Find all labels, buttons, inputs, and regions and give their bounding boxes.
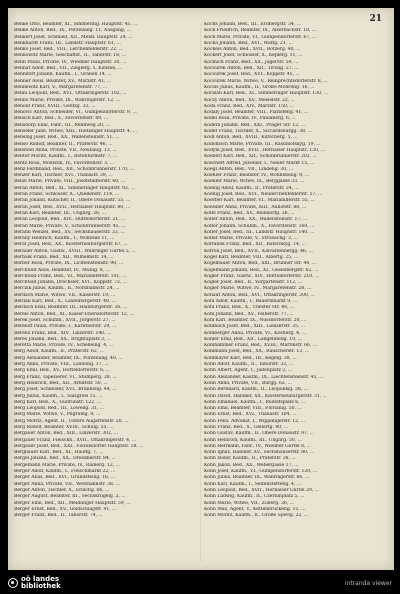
directory-entry: Kodel Rosa, Private, IV., Paulanerg. 6, ...	[204, 116, 296, 122]
logo-line-2: bibliothek	[21, 582, 61, 590]
directory-entry: Berg Franz, Tapezierer, VI., Stumperg. 28, ...	[14, 374, 117, 380]
directory-entry: Berenz Franz, Bed., XIV., Linzerstr. 140, ...	[14, 330, 112, 336]
directory-entry: Kogelmann Johann, Bed., XI., Geiselbergstr. 62, ...	[204, 267, 319, 273]
directory-entry: Benzer Karl, Tischler, XVI., Thaliastr. 39, ...	[14, 173, 113, 179]
directory-entry: Beretta Marie, Private, IV., Schelleing. 4, ...	[14, 343, 114, 349]
directory-entry: Kohn Ludwig, Kaufm., II., Czerninplatz 5, ...	[204, 494, 305, 500]
directory-entry: Benz Ferdinand, Bed., XII., Schönbrunnerstr. 170, ...	[14, 166, 134, 172]
directory-entry: Berchtold Johann, Drechsler, XVI., Koppstr. 72, ...	[14, 280, 127, 286]
directory-entry: Kohn Heinrich, Kaufm., III., Ungarg. 50, ...	[204, 437, 302, 443]
directory-entry: Kohl Franz, Bed., X., Triester Str. 48, ...	[204, 305, 295, 311]
directory-entry: Kofler Marie, Private, V., Strobachg. 3, ...	[204, 236, 298, 242]
directory-entry: Bensch Karl, Bed., X., Favoritenstr. 88, ...	[14, 116, 109, 122]
directory-entry: Berg Josef, Schneider, XVI., Brunneng. 44, ...	[14, 387, 117, 393]
directory-entry: Kocourek Marie, Witwe, V., Reinprechtsdorferstr. 8, ...	[204, 78, 328, 84]
directory-entry: Kochs Johann, Bed., III., Erdbergstr. 34, ...	[204, 22, 301, 27]
directory-entry: Kodolitsch Marie, Private, III., Rasumofskyg. 19, ...	[204, 141, 321, 147]
directory-entry: Beran Johann, Kutscher, II., Obere Donaustr. 55, ...	[14, 198, 131, 204]
directory-entry: Koeberl Karl, Bed., XII., Schönbrunnerstr. 202, ...	[204, 154, 317, 160]
directory-entry: Kohn Julius, Beamter, IX., Währingerstr. 66, ...	[204, 475, 310, 481]
directory-entry: Kofler Johann, Schuhm., X., Favoritenstr. 160, ...	[204, 223, 315, 229]
right-column	[204, 22, 386, 566]
directory-entry: Kohl Johann, Bed., XV., Felberstr. 77, ...	[204, 311, 294, 317]
directory-entry: Koehler Franz, Beamter, IV., Wohllebeng. 9, ...	[204, 173, 310, 179]
directory-entry: Kocka Johann, Bed., XVI., Wattg. 21, ...	[204, 40, 293, 46]
directory-entry: Kohlberger Anna, Private, VI., Köstlerg. 4, ...	[204, 330, 307, 336]
directory-entry: Bergauer Josef, Bed., XXI., Floridsdorfer Hauptstr. 18, ...	[14, 443, 144, 449]
column-gutter	[200, 22, 201, 562]
directory-entry: Kofron Josef, Bed., XVII., Kalvarienbergg. 46, ...	[204, 248, 313, 254]
directory-entry: Kohlhammer Franz, Bed., XVIII., Martinstr. 66, ...	[204, 343, 317, 349]
library-logo[interactable]	[8, 576, 61, 591]
directory-entry: Berg Marie, Witwe, V., Pilgramg. 9, ...	[14, 412, 101, 418]
directory-entry: Bergauer Franz, Fleischh., XVII., Ottakringerstr. 4, ...	[14, 437, 137, 443]
directory-entry: Kohlmann Josef, Bed., XX., Rauscherstr. 13, ...	[204, 349, 310, 355]
directory-entry: Kohn Ignaz, Händler, XV., Sechshauserstr. 80, ...	[204, 450, 315, 456]
directory-entry: Benke Anton, Bed., IX., Porzellang. 11, Ausgang, ...	[14, 28, 131, 34]
directory-entry: Berany Heinrich, Kaufm., I., Wollzeile 11, ...	[14, 236, 115, 242]
directory-entry: Kohl Karl, Beamter, IX., Nussdorferstr. 20, ...	[204, 317, 307, 323]
directory-entry: Kocmich Franz, Bed., XX., Jägerstr. 59, ...	[204, 59, 299, 65]
directory-entry: Benseler Julie, Witwe, XIII., Hietzinger Hauptstr. 4, ...	[14, 129, 137, 135]
directory-entry: Kogelbauer Anton, Bed., XXI., Brünner Str. 44, ...	[204, 261, 317, 267]
directory-entry: Berauer Anton, Gastw., XVIII., Währinger Gürtel 5, ...	[14, 248, 136, 254]
directory-entry: Kodym Josef, Bed., XVII., Hernalser Hauptstr. 120, ...	[204, 147, 326, 153]
directory-entry: Berek Josef, Schuhm., XVII., Jörgerstr. 27, ...	[14, 317, 116, 323]
directory-entry: Berger Adolf, Kaufm., I., Fleischmarkt 22, ...	[14, 469, 116, 475]
directory-entry: Kodet Franz, Tischler, X., Siccardsburgg. 38, ...	[204, 129, 312, 135]
directory-entry: Koegl Anton, Bed., VII., Lindeng. 30, ...	[204, 166, 294, 172]
directory-entry: Kockert Josef, Schlosser, X., Keplerg. 11, ...	[204, 53, 303, 59]
library-logo-icon	[8, 578, 18, 588]
directory-entry: Kohn Bernhard, Kaufm., II., Leopoldsg. 28, ...	[204, 387, 308, 393]
directory-entry: Benko Josef, Bed., VIII., Lerchenfelderstr. 22, ...	[14, 47, 124, 53]
directory-entry: Kohlmayer Karl, Bed., III., Kegelg. 38, ...	[204, 355, 297, 361]
directory-entry: Koenig Adolf, Kaufm., II., Praterstr. 24, ...	[204, 185, 299, 191]
directory-entry: Berdach Emil, Beamter, III., Hainburgerstr. 36, ...	[14, 305, 128, 311]
directory-entry: Kohn Leopold, Bed., XVII., Hernalser Gürtel 29, ...	[204, 487, 319, 493]
directory-entry: Benold Franz, XVIII., Gentzg. 33, ...	[14, 103, 96, 109]
directory-entry: Bensdorp Emil, Fabr., III., Rennweg 20, ...	[14, 122, 110, 128]
directory-entry: Beres Johann, Bed., XX., Brigittaplatz 3, ...	[14, 336, 112, 342]
directory-entry: Beran Franz, Schlosser, X., Quellenstr. 114, ...	[14, 192, 120, 198]
library-logo-text	[21, 576, 61, 591]
directory-entry: Koczian Karl, Bed., XI., Simmeringer Hauptstr. 130, ...	[204, 91, 328, 97]
directory-entry: Benndorf Johann, Kaufm., I., Graben 14, ...	[14, 72, 112, 78]
directory-entry: Kohn Karl, Kaufm., I., Seitenstetteng. 4, ...	[204, 481, 301, 487]
directory-entry: Kocourek Josef, Bed., XVI., Koppstr. 45, ...	[204, 72, 300, 78]
directory-entry: Kohl Adolf, Kaufm., I., Bauernmarkt 9, ...	[204, 299, 298, 305]
directory-entry: Berendt Paula, Private, I., Kärntnerstr. 29, ...	[14, 324, 117, 330]
directory-entry: Kocsis Julius, Kaufm., II., Große Mohreng. 16, ...	[204, 84, 315, 90]
directory-entry: Berber Rosa, Private, IX., Lichtensteinstr. 90, ...	[14, 261, 124, 267]
directory-entry: Benkhardt Franz, III., Landstr. Hauptstr. 61, ...	[14, 40, 121, 46]
directory-entry: Berann Wenzel, Bed., XV., Sechshauserstr. 33, ...	[14, 229, 125, 235]
scanned-page	[8, 8, 394, 570]
directory-entry: Kohn Moritz, Kaufm., II., Große Sperlg. 22, ...	[204, 513, 309, 519]
directory-entry: Koda Franz, Bed., XIV., Märzstr. 150, ...	[204, 103, 294, 109]
directory-entry: Berg Moritz, Agent, II., Untere Augartenstr. 20, ...	[14, 418, 129, 424]
directory-entry: Beran Marie, Private, V., Schönbrunnerstr. 45, ...	[14, 223, 126, 229]
directory-entry: Kodaly Josef, Beamter, VIII., Piaristeng. 41, ...	[204, 110, 309, 116]
directory-entry: Berczik Julius, Kaufm., II., Nordbahnstr. 24, ...	[14, 286, 120, 292]
viewer-footer	[0, 572, 400, 594]
directory-entry: Kohn Anna, Private, VII., Burgg. 62, ...	[204, 380, 292, 386]
left-column	[14, 22, 196, 566]
directory-entry: Berg Anna, Private, VIII., Laudong. 17, ...	[14, 362, 109, 368]
directory-entry: Bergauer Anton, Bed., XIII., Linzerstr. 302, ...	[14, 431, 118, 437]
directory-entry: Berat Josef, Bed., XX., Klosterneuburgerstr. 67, ...	[14, 242, 128, 248]
directory-entry: Benter Moritz, Kaufm., I., Rotenturmstr. 7, ...	[14, 154, 118, 160]
directory-entry: Benno Marie, Private, IX., Währingerstr. 12, ...	[14, 97, 121, 103]
directory-entry: Berchtold Franz, Bed., VI., Mariahilferstr. 101, ...	[14, 273, 127, 279]
directory-entry: Bergemann Marie, Private, IV., Rainerg. 12, ...	[14, 462, 120, 468]
directory-entry: Beran Anton, Bed., XI., Simmeringer Hauptstr. 92, ...	[14, 185, 135, 191]
directory-entry: Beran Josef, Bed., XVII., Hernalser Hauptstr. 80, ...	[14, 204, 131, 210]
directory-entry: Benke Otto, Beamter, XI., Simmering. Hauptstr. 45, ...	[14, 22, 138, 27]
directory-entry: Kogler Franz, Gastw., XIV., Hütteldorferstr. 210, ...	[204, 273, 320, 279]
directory-entry: Berg Emil, Bed., XV., Hütteldorferstr. 6, ...	[14, 368, 110, 374]
directory-entry: Berg Karl, Bed., X., Gudrunstr. 122, ...	[14, 399, 102, 405]
directory-entry: Kohn David, Händler, XX., Klosterneuburgerstr. 31, ...	[204, 393, 327, 399]
directory-entry: Benzl Marie, Private, VIII., Josefstädterstr. 60, ...	[14, 179, 126, 185]
directory-entry: Kockeis Anton, Bed., XVII., Rötzerg. 40, ...	[204, 47, 301, 53]
directory-entry: Benkert Josef, Schmied, XII., Meidl. Hauptstr. 24, ...	[14, 34, 133, 40]
directory-entry: Bereis Anton, Bed., XI., Kaiser-Ebersdorferstr. 12, ...	[14, 311, 134, 317]
directory-entry: Kohn Jakob, Bed., XX., Webergasse 17, ...	[204, 462, 299, 468]
directory-entry: Kohn Ernst, Bed., XVI., Thaliastr. 104, ...	[204, 412, 297, 418]
directory-entry: Kohn Josef, Kaufm., VI., Gumpendorferstr. 120, ...	[204, 469, 318, 475]
directory-entry: Kock Friedrich, Beamter, IX., Alserbachstr. 18, ...	[204, 28, 317, 34]
directory-entry: Benso Rudolf, Beamter, II., Praterstr. 46, ...	[14, 141, 113, 147]
directory-entry: Benn Paula, Private, IV., Wiedner Hauptstr. 30, ...	[14, 59, 127, 65]
directory-entry: Kohn Franz, Bed., X., Gellertg. 40, ...	[204, 425, 289, 430]
directory-entry: Berger Anna, Private, VII., Westbahnstr. 38, ...	[14, 481, 120, 487]
directory-entry: Kohn Max, Agent, V., Kettenbrückeng. 15, ...	[204, 506, 306, 512]
directory-entry: Bennat Adolf, Bed., VII., Zieglerg. 5, Kanzlei, ...	[14, 66, 123, 72]
directory-entry: Koehler Marie, Witwe, IX., Berggasse 33, ...	[204, 179, 305, 185]
directory-entry: Berg Julius, Kaufm., I., Salzgries 15, ...	[14, 393, 103, 399]
directory-entry: Kohn Felix, Advokat, I., Wipplingerstr. 12, ...	[204, 418, 306, 424]
directory-entry: Kohn Emanuel, Kaufm., I., Rudolfsplatz 6, ...	[204, 399, 306, 405]
directory-entry: Benner Alois, Beamter, XV., Märzstr. 41, ...	[14, 78, 112, 84]
directory-entry: Kohn Emil, Beamter, VIII., Florianig. 50, ...	[204, 406, 302, 412]
directory-entry: Kock Marie, Private, VI., Gumpendorferstr. 67, ...	[204, 34, 317, 40]
directory-entry: Berger Franz, Bed., II., Taborstr. 74, ...	[14, 513, 103, 519]
directory-entry: Berdan Karl, Bed., X., Laxenburgerstr. 48, ...	[14, 299, 116, 305]
directory-entry: Berchtold Alois, Beamter, IV., Mühlg. 8, ...	[14, 267, 110, 273]
directory-entry: Berg Heinrich, Bed., XII., Arndtstr. 50, ...	[14, 380, 108, 386]
logo-line-1: oö landes	[21, 574, 60, 583]
directory-entry: Bensing Josef, Bed., XX., Wallensteinstr. 51, ...	[14, 135, 120, 141]
directory-entry: Berg Leopold, Bed., III., Löweng. 31, ...	[14, 406, 104, 412]
directory-entry: Kocourek Anton, Bed., XII., Tivolig. 27, ...	[204, 66, 299, 72]
directory-entry: Koessler Anna, Private, XIII., Auhofstr. 88, ...	[204, 204, 307, 210]
directory-entry: Kofler Anton, Bed., XX., Wallensteinstr. 17, ...	[204, 217, 308, 223]
directory-entry: Berger Ernst, Bed., XV., Goldschlagstr. 91, ...	[14, 506, 117, 512]
directory-entry: Koczy Anton, Bed., XV., Meiselstr. 22, ...	[204, 97, 295, 103]
directory-entry: Kohn Alexander, Kaufm., IX., Liechtensteinstr. 45, ...	[204, 374, 324, 380]
directory-entry: Kohlbach Josef, Bed., XIII., Lainzerstr. 35, ...	[204, 324, 305, 330]
directory-entry: Koerber Karl, Beamter, VI., Mariahilferstr. 55, ...	[204, 198, 315, 204]
directory-entry: Kohn Adolf, Kaufm., II., Taborstr. 32, ...	[204, 362, 294, 368]
directory-entry: Beran Leopold, Bed., XIV., Hütteldorferstr. 21, ...	[14, 217, 126, 223]
directory-entry: Kodera Johann, Bed., XXI., Prager Str. 12, ...	[204, 122, 306, 128]
directory-entry: Benkowitz Marie, Geschäftsf., II., Taborstr. 18, ...	[14, 53, 127, 59]
directory-entry: Bennewitz Karl, V., Margaretenstr. 77, ...	[14, 84, 108, 90]
directory-entry: Berdach Marie, Witwe, VII., Kaiserstr. 19, ...	[14, 292, 116, 298]
directory-entry: Kohn Isidor, Kaufm., II., Praterstr. 38, ...	[204, 456, 296, 462]
directory-entry: Beran Karl, Beamter, III., Ungarg. 26, ...	[14, 210, 107, 216]
directory-entry: Koechert Alfred, Juwelier, I., Neuer Markt 15, ...	[204, 160, 315, 166]
directory-entry: Bergbauer Karl, Bed., XI., Hauffg. 7, ...	[14, 450, 104, 456]
directory-entry: Kohn Albert, Agent, I., Judenplatz 2, ...	[204, 368, 293, 374]
directory-entry: Koenig Josef, Bed., XVI., Neulerchenfelderstr. 57, ...	[204, 192, 323, 198]
directory-entry: Berger Emil, Bed., XII., Meidlinger Hauptstr. 59, ...	[14, 500, 131, 506]
directory-entry: Berbalk Franz, Bed., XII., Wilhelmstr. 14, ...	[14, 254, 114, 260]
directory-entry: Benovic Anton, Schneider, VI., Gumpendorferstr. 9, ...	[14, 110, 137, 116]
directory-entry: Kodl Anton, Bed., XVIII., Kutscherg. 5, ...	[204, 135, 298, 141]
directory-entry: Kofler Josef, Bed., III., Landstr. Hauptstr. 140, ...	[204, 229, 315, 235]
directory-entry: Kohler Emil, Bed., XII., Längenfeldg. 19, ...	[204, 336, 303, 342]
directory-entry: Kofranek Franz, Bed., XII., Ratschkyg. 14, ...	[204, 242, 306, 248]
directory-entry: Bentz Rosa, Modistin, IV., Favoritenstr. 3, ...	[14, 160, 115, 166]
directory-entry: Kohn Hermann, Fabr., IV., Wiedner Gürtel 8, ...	[204, 443, 311, 449]
viewer-name: intranda viewer	[344, 579, 392, 587]
page-number: 21	[369, 14, 382, 24]
directory-entry: Kohaut Anton, Bed., XVI., Ottakringerstr. 200, ...	[204, 292, 315, 298]
directory-entry: Berg Adolf, Kaufm., II., Praterstr. 62, ...	[14, 349, 104, 355]
directory-entry: Kogler Josef, Bed., II., Vorgartenstr. 112, ...	[204, 280, 303, 286]
directory-entry: Berger August, Beamter, III., Sechskrügelg. 2, ...	[14, 494, 126, 500]
directory-entry: Kohn Gustav, Kaufm., II., Obere Donaustr. 97, ...	[204, 431, 314, 437]
directory-entry: Berger Alois, Bed., XVI., Grundsteing. 16, ...	[14, 475, 115, 481]
directory-entry: Berger Anton, Tischler, X., Erlachg. 66, ...	[14, 487, 110, 493]
directory-entry: Benni Leopold, Bed., XVI., Ottakringerstr. 102, ...	[14, 91, 127, 97]
directory-entry: Berg Rudolf, Beamter, XVIII., Schulg. 55, ...	[14, 425, 114, 430]
directory-entry: Kogler Marie, Witwe, IV., Margaretenstr. 28, ...	[204, 286, 312, 292]
directory-entry: Kogel Karl, Beamter, VIII., Albertg. 25, ...	[204, 254, 299, 260]
directory-entry: Bergel Johann, Bed., XX., Dresdnerstr. 84, ...	[14, 456, 116, 462]
directory-entry: Kohn Marie, Witwe, VII., Zollerg. 36, ...	[204, 500, 294, 506]
directory-entry: Berg Alexander, Beamter, IX., Porzellang. 40, ...	[14, 355, 123, 361]
directory-entry: Benstein Anna, Private, VII., Neubaug. 13, ...	[14, 147, 117, 153]
directory-entry: Kofel Franz, Bed., XV., Reindorfg. 26, ...	[204, 210, 295, 216]
